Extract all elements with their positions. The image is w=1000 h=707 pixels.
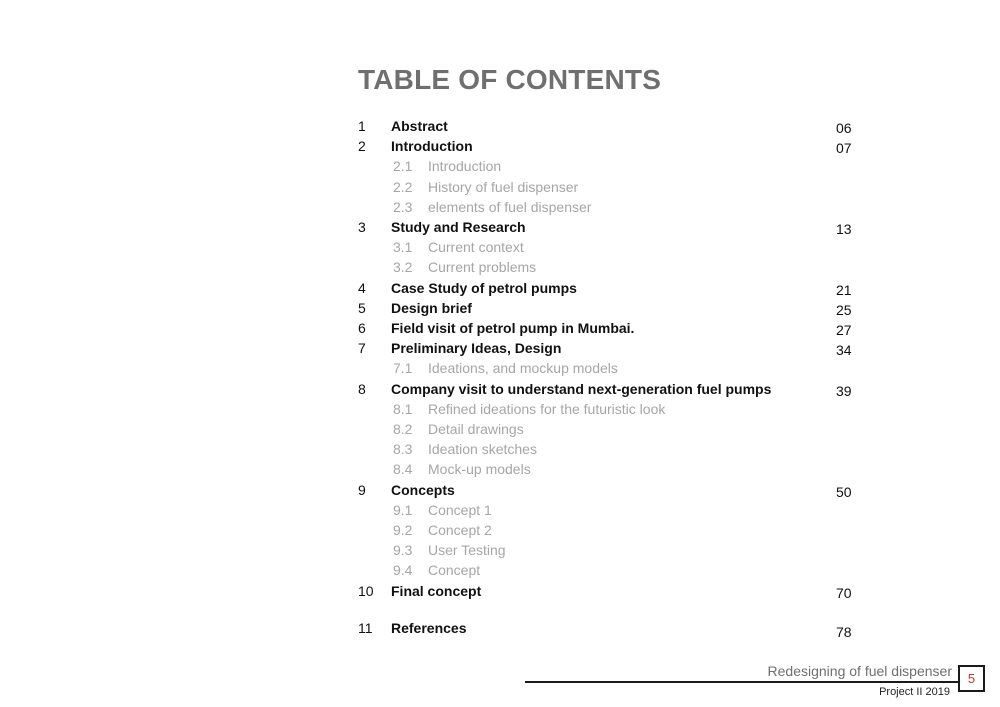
toc-entry [358, 381, 858, 401]
toc-entry-page: 27 [836, 322, 852, 338]
toc-entry-number: 9.4 [393, 562, 413, 579]
toc-entry [358, 482, 858, 502]
footer-divider [525, 681, 959, 683]
toc-entry-number: 9.3 [393, 542, 413, 559]
toc-entry-label: Mock-up models [428, 461, 531, 478]
footer-title: Redesigning of fuel dispenser [767, 663, 952, 679]
toc-entry-page: 78 [836, 623, 852, 640]
toc-entry-label: User Testing [428, 542, 506, 559]
toc-entry-number: 9.2 [393, 522, 413, 538]
toc-entry-page: 50 [836, 483, 852, 500]
toc-entry-page: 13 [836, 221, 852, 237]
toc-subentry [358, 562, 858, 582]
toc-subentry [358, 461, 858, 481]
toc-subentry [358, 522, 858, 542]
toc-entry-number: 4 [358, 279, 366, 296]
toc-subentry [358, 502, 858, 522]
toc-entry-label: Preliminary Ideas, Design [391, 340, 562, 357]
toc-entry-number: 9 [358, 481, 366, 498]
toc-subentry [358, 158, 858, 178]
footer-subtitle: Project II 2019 [879, 686, 950, 698]
toc-subentry [358, 441, 858, 461]
page-title: TABLE OF CONTENTS [358, 64, 662, 95]
toc-entry-number: 8.1 [393, 400, 413, 417]
toc-entry-number: 2.2 [393, 178, 413, 195]
toc-entry-label: Concept 2 [428, 522, 492, 538]
toc-entry-label: Detail drawings [428, 421, 524, 437]
toc-subentry [358, 199, 858, 219]
toc-entry-number: 3.2 [393, 259, 413, 276]
toc-subentry [358, 421, 858, 441]
toc-entry-label: Concepts [391, 481, 455, 498]
toc-subentry [358, 239, 858, 259]
toc-entry-page: 21 [836, 281, 852, 298]
toc-entry-number: 8 [358, 380, 366, 397]
toc-entry [358, 320, 858, 340]
toc-entry-label: Abstract [391, 118, 448, 134]
toc-entry-page: 07 [836, 140, 852, 157]
toc-entry-number: 7.1 [393, 360, 413, 377]
toc-subentry [358, 401, 858, 421]
page-number-badge: 5 [958, 665, 985, 692]
toc-entry [358, 340, 858, 360]
toc-entry-number: 5 [358, 299, 366, 316]
toc-entry-label: Current context [428, 239, 524, 256]
toc-entry-page: 25 [836, 301, 852, 318]
toc-entry-label: Introduction [428, 158, 502, 175]
toc-subentry [358, 542, 858, 562]
toc-entry-number: 2 [358, 138, 366, 155]
toc-entry-label: Refined ideations for the futuristic look [428, 400, 666, 417]
toc-entry-label: Field visit of petrol pump in Mumbai. [391, 320, 635, 336]
toc-entry [358, 300, 858, 320]
toc-entry-page: 34 [836, 342, 852, 359]
toc-entry [358, 138, 858, 158]
toc-entry-label: Introduction [391, 138, 473, 155]
toc-entry-label: Concept 1 [428, 501, 492, 518]
toc-entry-number: 3.1 [393, 239, 413, 256]
toc-entry-page: 06 [836, 120, 852, 136]
toc-entry-label: Case Study of petrol pumps [391, 279, 577, 296]
toc-entry-number: 8.4 [393, 461, 413, 478]
toc-entry-label: History of fuel dispenser [428, 178, 579, 195]
toc-entry [358, 219, 858, 239]
toc-subentry [358, 179, 858, 199]
toc-entry-label: elements of fuel dispenser [428, 198, 592, 215]
toc-entry-label: Final concept [391, 582, 482, 599]
toc-entry-label: Ideation sketches [428, 441, 537, 458]
toc-entry-label: Company visit to understand next-generation fuel pumps [391, 380, 772, 397]
toc-entry-label: References [391, 619, 467, 636]
toc-entry-label: Design brief [391, 299, 472, 316]
toc-entry-number: 10 [358, 582, 374, 599]
toc-entry-number: 1 [358, 118, 366, 134]
toc-entry-number: 3 [358, 219, 366, 235]
toc-entry [358, 280, 858, 300]
toc-entry-label: Current problems [428, 259, 537, 276]
toc-subentry [358, 259, 858, 279]
toc-entry-number: 2.1 [393, 158, 413, 175]
toc-entry-number: 8.3 [393, 441, 413, 458]
toc-entry-label: Concept [428, 562, 481, 579]
toc-entry-number: 2.3 [393, 198, 413, 215]
toc-entry-label: Study and Research [391, 219, 526, 235]
toc-entry-number: 7 [358, 340, 366, 357]
toc-entry-number: 8.2 [393, 421, 413, 437]
toc-entry-page: 70 [836, 584, 852, 601]
toc-entry-number: 6 [358, 320, 366, 336]
toc-entry [358, 583, 858, 603]
toc-entry-page: 39 [836, 382, 852, 399]
toc-entry [358, 118, 858, 138]
toc-entry [358, 620, 858, 640]
toc-entry-number: 9.1 [393, 501, 413, 518]
toc-entry-number: 11 [358, 619, 373, 636]
toc-entry-label: Ideations, and mockup models [428, 360, 618, 377]
toc-subentry [358, 360, 858, 380]
